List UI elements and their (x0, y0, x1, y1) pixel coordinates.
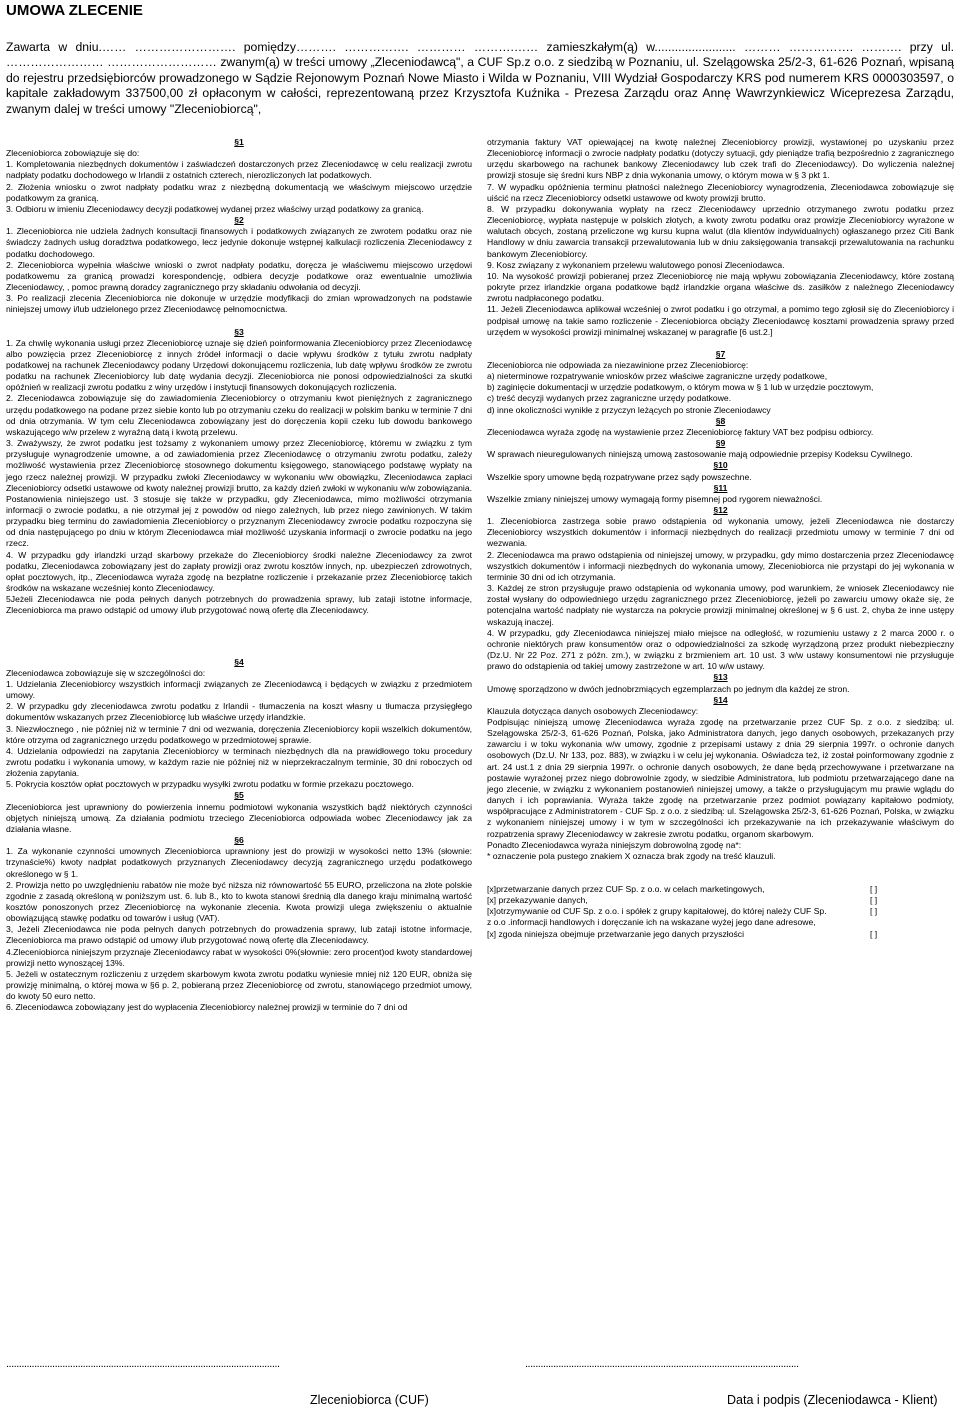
paragraph: 2. Zleceniodawca zobowiązuje się do zawiadomienia Zleceniobiorcy o otrzymaniu kwot pieniężnych z zagranicznego urzędu podatkowego na podane przez siebie konto lub po otrzymaniu czeku do realizacji w polskim banku w terminie 7 dni od dnia otrzymania. W tym celu Zleceniodawca zobowiązany jest do doręczenia kopii czeku lub dowodu bankowego wskazującego w/w przelew z wyraźną datą i kwotą przelewu. (6, 393, 472, 437)
consent-checkbox[interactable]: [ ] (870, 928, 878, 939)
contract-intro: Zawarta w dniu.…… ……………………. pomiędzy………. ……………. ………… ……….…… zamieszkałym(ą) w........................ ……… ……………. ………. przy ul. …………………… ……………………… zwanym(ą) w treści umowy „Zleceniodawcą", a CUF Sp.z o.o. z siedzibą w Poznaniu, ul. Szelągowska 25/2-3, 61-626 Poznań, wpisaną do rejestru przedsiębiorców prowadzonego w Sądzie Rejonowym Poznań Nowe Miasto i Wilda w Poznaniu, VIII Wydział Gospodarczy KRS pod numerem KRS 0000303597, o kapitale zakładowym 337500,00 zł opłaconym w całości, reprezentowaną przez Krzysztofa Kuźnika - Prezesa Zarządu oraz Annę Wawrzynkiewicz Wiceprezesa Zarządu, zwanym dalej w treści umowy "Zleceniobiorcą", (6, 40, 954, 116)
paragraph: 1. Zleceniobiorca zastrzega sobie prawo odstąpienia od wykonania umowy, jeżeli Zleceniodawca nie dostarczy Zleceniobiorcy wszystkich dokumentów i informacji niezbędnych do realizacji przedmiotu umowy w terminie 7 dni od wezwania. (487, 516, 954, 549)
paragraph: Zleceniodawca zobowiązuje się w szczególności do: (6, 667, 206, 678)
paragraph: 3. Niezwłocznego , nie później niż w terminie 7 dni od wezwania, doręczenia Zleceniobiorcy kopii wszelkich dokumentów, które otrzyma od zagranicznego urzędu podatkowego w przedmiotowej sprawie. (6, 723, 472, 745)
paragraph: 3. Zważywszy, że zwrot podatku jest tożsamy z wykonaniem umowy przez Zleceniobiorcę, któremu w związku z tym przysługuje wynagrodzenie umowne, a od zawiadomienia przez Zleceniodawcę o otrzymaniu zwrotu podatku, zależy możliwość wystawienia przez Zleceniobiorcę stosownego dokumentu księgowego, stanowiącego podstawę wypłaty na jego rzecz należnej prowizji. W przypadku zwłoki Zleceniodawcy w wykonaniu w/w obowiązku, Zleceniodawca zapłaci Zleceniobiorcy odsetki ustawowe od kwoty należnej prowizji brutto, za każdy dzień zwłoki w wykonaniu w/w zobowiązania. Postanowienia niniejszego ust. 3 stosuje się także w przypadku, gdy Zleceniodawca, mimo możliwości otrzymania informacji o zwrocie podatku, a nie otrzymał jej z powodów od niego zależnych, lub przez niego zawinionych. W takim przypadku bieg terminu do zawiadomienia Zleceniobiorcy o przyznanym Zleceniodawcy zwrocie podatku rozpoczyna się od dnia następującego po dniu w którym Zleceniodawca miał możliwość uzyskania informacji o zwrocie podatku na jego rzecz. (6, 438, 472, 549)
section-heading-12: §12 (713, 505, 728, 515)
paragraph: * oznaczenie pola pustego znakiem X oznacza brak zgody na treść klauzuli. (487, 850, 776, 861)
paragraph: 3. Każdej ze stron przysługuje prawo odstąpienia od wykonania umowy, pod warunkiem, że wniosek Zleceniodawcy nie został wysłany do odpowiedniego urzędu zagranicznego przez Zleceniobiorcę, jeżeli po zawarciu umowy okaże się, że potencjalna wartość nadpłaty nie wystarcza na pokrycie prowizji minimalnej określonej w § 6 ust. 2, chyba że inne ustępy wskazują inaczej. (487, 583, 954, 627)
signature-label-left: Zleceniobiorca (CUF) (310, 1393, 429, 1407)
section-heading-1: §1 (234, 137, 244, 147)
paragraph: 4. W przypadku gdy irlandzki urząd skarbowy przekaże do Zleceniobiorcy środki należne Zleceniodawcy za zwrot podatku, Zleceniodawca zobowiązany jest do zapłaty prowizji oraz zwrotu kosztów innych, np. ubezpieczeń zdrowotnych, opłat pocztowych, itp., Zleceniodawca wyraża zgodę na bezpłatne rozliczenie i przekazanie przez Zleceniobiorcę takich środków na wskazane wcześniej konto Zleceniodawcy. (6, 549, 472, 594)
document-title: UMOWA ZLECENIE (6, 2, 143, 19)
signature-line-left: ........................................................................................................... (6, 1358, 280, 1370)
consent-row (487, 884, 954, 895)
paragraph: 3, Jeżeli Zleceniodawca nie poda pełnych danych potrzebnych do prowadzenia sprawy, lub zataji istotne informacje, Zleceniobiorca ma prawo odstąpić od umowy i/lub przygotować nową ofertę dla Zleceniodawcy. (6, 924, 472, 946)
paragraph: 5. Pokrycia kosztów opłat pocztowych w przypadku wysyłki zwrotu podatku w formie przekazu pocztowego. (6, 779, 414, 790)
paragraph: 4.Zleceniobiorca niniejszym przyznaje Zleceniodawcy rabat w wysokości 0%(słownie: zero procent)od kwoty standardowej prowizji netto wynoszącej 13%. (6, 946, 472, 968)
paragraph: Zleceniobiorca nie odpowiada za niezawinione przez Zleceniobiorcę: (487, 359, 749, 370)
section-heading-5: §5 (234, 790, 244, 801)
paragraph: 6. Zleceniodawca zobowiązany jest do wypłacenia Zleceniobiorcy należnej prowizji w terminie do 7 dni od (6, 1002, 408, 1013)
consent-text: [x]otrzymywanie od CUF Sp. z o.o. i spółek z grupy kapitałowej, do której należy CUF Sp. z o.o .informacji handlowych i doręczanie ich na wskazane wyżej jego dane adresowe, (487, 906, 827, 928)
section-heading-14: §14 (713, 694, 728, 705)
signature-line-right: ........................................................................................................... (525, 1358, 799, 1370)
paragraph: Wszelkie zmiany niniejszej umowy wymagają formy pisemnej pod rygorem nieważności. (487, 493, 823, 504)
consent-row (487, 929, 954, 940)
paragraph: otrzymania faktury VAT opiewającej na kwotę należnej Zleceniobiorcy prowizji, wystawionej po uzyskaniu przez Zleceniobiorcę informacji o zwrocie nadpłaty podatku (dotyczy sytuacji, gdy pieniądze trafią bezpośrednio z zagranicznego urzędu skarbowego na rachunek bankowy Zleceniodawcy lub czek trafi do Zleceniodawcy). Do wyliczenia należnej prowizji stosuje się średni kurs NBP z dnia wykonania umowy, o którym mowa w § 3 pkt 1. (487, 137, 954, 181)
section-heading-13: §13 (713, 672, 728, 683)
paragraph: 3. Po realizacji zlecenia Zleceniobiorca nie dokonuje w urzędzie modyfikacji do zmian wprowadzonych na podstawie niniejszej umowy i/lub udzielonego przez Zleceniodawcę pełnomocnictwa. (6, 293, 472, 315)
paragraph: W sprawach nieuregulowanych niniejszą umową zastosowanie mają odpowiednie przepisy Kodeksu Cywilnego. (487, 449, 913, 460)
section-heading-3: §3 (234, 326, 244, 337)
consent-checkbox[interactable]: [ ] (870, 884, 878, 894)
signature-label-right: Data i podpis (Zleceniodawca - Klient) (727, 1393, 938, 1407)
paragraph: 2. W przypadku gdy zleceniodawca zwrotu podatku z Irlandii - tłumaczenia na koszt własny u tłumacza przysięgłego dokumentów wskazanych przez Zleceniobiorcę lub właściwe urzędy irlandzkie. (6, 701, 472, 723)
paragraph: 8. W przypadku dokonywania wypłaty na rzecz Zleceniodawcy uprzednio otrzymanego zwrotu podatku przez Zleceniobiorcę, wypłata następuje w polskich złotych, a kwoty zwrotu podatku oraz prowizje Zleceniobiorcy wyrażone w walutach obcych, zostaną przeliczone wg kursu kupna walut (dla klientów indywidualnych) ogłaszanego przez Citi Bank Handlowy w dniu zawarcia transakcji przewalutowania lub w dniu zaksięgowania transakcji przewalutowania na rachunku bankowym Zleceniobiorcy. (487, 203, 954, 259)
paragraph: 1. Za wykonanie czynności umownych Zleceniobiorca uprawniony jest do prowizji w wysokości netto 13% (słownie: trzynaście%) kwoty nadpłat podatkowych przyznanych Zleceniodawcy decyzją zagranicznego urzędu podatkowego określonego w § 1. (6, 846, 472, 879)
paragraph: a) nieterminowe rozpatrywanie wniosków przez właściwe zagraniczne urzędy podatkowe, (487, 371, 828, 382)
consent-row (487, 906, 954, 928)
paragraph: Klauzula dotycząca danych osobowych Zleceniodawcy: (487, 705, 699, 716)
section-heading-9: §9 (715, 438, 726, 449)
paragraph: Zleceniobiorca jest uprawniony do powierzenia innemu podmiotowi wykonania wszystkich bądź niektórych czynności objętych niniejszą umową. Za działania podmiotu trzeciego Zleceniobiorca odpowiada wobec Zleceniodawcy jak za działania własne. (6, 801, 472, 834)
section-heading-7: §7 (715, 348, 726, 359)
section-heading-2: §2 (234, 215, 244, 226)
paragraph: 9. Kosz związany z wykonaniem przelewu walutowego ponosi Zleceniodawca. (487, 259, 785, 270)
paragraph: 4. W przypadku, gdy Zleceniodawca niniejszej miało miejsce na odległość, w rozumieniu ustawy z 2 marca 2000 r. o ochronie niektórych praw konsumentów oraz o odpowiedzialności za szkodę wyrządzoną przez produkt niebezpieczny (Dz.U. Nr 22 Poz. 271 z późn. zm.), w związku z brzmieniem art. 10 ust. 3 w/w ustawy konsumentowi nie przysługuje prawo do odstąpienia od takiej umowy zastrzeżone w art. 10 w/w ustawy. (487, 627, 954, 672)
paragraph: c) treść decyzji wydanych przez zagraniczne urzędy podatkowe. (487, 393, 732, 404)
right-column (487, 137, 954, 940)
paragraph: Podpisując niniejszą umowę Zleceniodawca wyraża zgodę na przetwarzanie przez CUF Sp. z o.o. z siedzibą: ul. Szelągowska 25/2-3, 61-626 Poznań, Polska, jako Administratora danych, jego danych osobowych, przekazanych przy zawarciu i w toku wykonania w/w umowy, zgodnie z przepisami ustawy z dnia 29 sierpnia 1997r. o ochronie danych osobowych (Dz.U. Nr 133, poz. 883), w związku i w celu jej wykonania. Oświadcza też, iż został poinformowany zgodnie z art. 24 ust.1 z dnia 29 sierpnia 1997r. o ochronie danych osobowych, że dane będą przechowywane i przetwarzane na postawie wyrażonej przez niego dobrowolnie zgody, w siedzibie Administratora, lub podmiotu przetwarzającego dane na jego zlecenie, w związku z wykonaniem postanowień niniejszej umowy, a także o przysługującym mu prawie wglądu do danych i ich poprawiania. Wyraża także zgodę na przetwarzanie przez podmiot powiązany kapitałowo podmioty, współpracujące z Administratorem - CUF Sp. z o.o. z siedzibą: ul. Szelągowska 25/2-3, 61-626 Poznań, Polska, w związku z wykonaniem niniejszej umowy i w tym w szczególności ich przekazywanie na ich przekazywanie właściwym do rozpatrzenia sprawy Zleceniodawcy w zakresie zwrotu podatku, organom skarbowym. (487, 716, 954, 839)
paragraph: 1. Za chwilę wykonania usługi przez Zleceniobiorcę uznaje się dzień poinformowania Zleceniobiorcy przez Zleceniodawcę albo powzięcia przez Zleceniobiorcę z innych źródeł informacji o dacie wpływu środków z tytułu zwrotu nadpłaty podatkowej na rachunek Zleceniodawcy podany Urzędowi dokonującemu rozliczenia, lub datę wpływu środków ze zwrotu podatku na rachunek Zleceniobiorcy lub datę wydania decyzji. Zleceniobiorca nie ponosi odpowiedzialności za skutki opóźnień w realizacji zwrotu podatku z winy urzędów i instytucji finansowych dokonujących rozliczenia. (6, 337, 472, 393)
paragraph: 1. Udzielania Zleceniobiorcy wszystkich informacji związanych ze Zleceniodawcą i będących w związku z przedmiotem umowy. (6, 678, 472, 701)
consent-text: [x]przetwarzanie danych przez CUF Sp. z o.o. w celach marketingowych, (487, 884, 765, 894)
left-column (6, 137, 472, 1014)
paragraph: 2. Złożenia wniosku o zwrot nadpłaty podatku wraz z niezbędną dokumentacją we właściwym miejscowo urzędzie podatkowym za granicą. (6, 181, 472, 203)
paragraph: d) inne okoliczności wynikłe z przyczyn leżących po stronie Zleceniodawcy (487, 404, 771, 415)
paragraph: 2. Zleceniodawca ma prawo odstąpienia od niniejszej umowy, w przypadku, gdy mimo dostarczenia przez Zleceniodawcę wszystkich dokumentów i informacji niezbędnych do wykonania umowy, Zleceniobiorca nie przystąpi do jej wykonania w terminie 30 dni od ich otrzymania. (487, 549, 954, 582)
paragraph: 5. Jeżeli w ostatecznym rozliczeniu z urzędem skarbowym kwota zwrotu podatku wyniesie mniej niż 120 EUR, obniża się prowizję minimalną, o której mowa w §6 p. 2, pobieraną przez Zleceniobiorcę od zwrotu, stanowiącego przedmiot umowy, do kwoty 50 euro netto. (6, 968, 472, 1002)
paragraph: Zleceniobiorca zobowiązuje się do: (6, 148, 140, 159)
paragraph: 3. Odbioru w imieniu Zleceniodawcy decyzji podatkowej wydanej przez właściwy urząd podatkowy za granicą. (6, 203, 424, 214)
paragraph: Umowę sporządzono w dwóch jednobrzmiących egzemplarzach po jednym dla każdej ze stron. (487, 683, 850, 694)
consent-text: [x] zgoda niniejsza obejmuje przetwarzanie jego danych przyszłości (487, 928, 744, 939)
paragraph: Wszelkie spory umowne będą rozpatrywane przez sądy powszechne. (487, 471, 752, 482)
paragraph: 1. Zleceniobiorca nie udziela żadnych konsultacji finansowych i podatkowych związanych ze zwrotem podatku oraz nie świadczy żadnych usług doradztwa podatkowego, lecz jedynie dokonuje wstępnej kalkulacji rozliczenia Zleceniodawcy z podatku dochodowego. (6, 226, 472, 259)
paragraph: 2. Prowizja netto po uwzględnieniu rabatów nie może być niższa niż równowartość 55 EURO, przeliczona na złote polskie zgodnie z zasadą określoną w poniższym ust. 6. lub 8., kto to kwota stanowi średnią dla danego kraju minimalną wartość kosztów ponoszonych przez Zleceniobiorcę na wykonanie zlecenia. Kwota prowizji ulega zwiększeniu o aktualnie obowiązującą stawkę podatku od towarów i usług (VAT). (6, 879, 472, 924)
paragraph: Ponadto Zleceniodawca wyraża niniejszym dobrowolną zgodę na*: (487, 839, 742, 850)
paragraph: 1. Kompletowania niezbędnych dokumentów i zaświadczeń dostarczonych przez Zleceniodawcę w celu realizacji zwrotu nadpłaty podatku dochodowego w Irlandii z ostatnich czterech, nierozliczonych lat podatkowych. (6, 159, 472, 181)
paragraph: 11. Jeżeli Zleceniodawca aplikował wcześniej o zwrot podatku i go otrzymał, a pomimo tego zgłosił się do Zleceniobiorcy i podpisał umowę na takie samo rozliczenie - Zleceniobiorca obciąży Zleceniodawcę kosztami prowadzenia sprawy przed urzędem w wysokości prowizji minimalnej wskazanej w paragrafie [6 ust.2.] (487, 304, 954, 337)
consent-checkbox[interactable]: [ ] (870, 906, 878, 917)
paragraph: b) zaginięcie dokumentacji w urzędzie podatkowym, o którym mowa w § 1 lub w urzędzie pocztowym, (487, 382, 874, 393)
paragraph: 4. Udzielania odpowiedzi na zapytania Zleceniobiorcy w terminach niezbędnych dla na prawidłowego toku procedury zwrotu podatku i wykonania umowy, w każdym razie nie później niż w nieprzekraczalnym terminie, 30 dni roboczych od złożenia zapytania. (6, 745, 472, 779)
paragraph: 7. W wypadku opóźnienia terminu płatności należnego Zleceniobiorcy wynagrodzenia, Zleceniodawca zobowiązuje się uiścić na rzecz Zleceniobiorcy odsetki ustawowe od kwoty prowizji brutto. (487, 181, 954, 203)
paragraph: 5Jeżeli Zleceniodawca nie poda pełnych danych potrzebnych do prowadzenia sprawy, lub zataji istotne informacje, Zleceniobiorca ma prawo odstąpić od umowy i/lub przygotować nową ofertę dla Zleceniodawcy. (6, 594, 472, 616)
consent-text: [x] przekazywanie danych, (487, 895, 588, 906)
paragraph: Zleceniodawca wyraża zgodę na wystawienie przez Zleceniobiorcę faktury VAT bez podpisu odbiorcy. (487, 426, 874, 437)
paragraph: 10. Na wysokość prowizji pobieranej przez Zleceniobiorcę nie mają wpływu zobowiązania Zleceniodawcy, które zostaną pokryte przez irlandzkie organa podatkowe bądź irlandzkie organa właściwe ds. zasiłków z należnego Zleceniodawcy zwrotu nadpłaconego podatku. (487, 270, 954, 304)
section-heading-4: §4 (234, 656, 244, 667)
section-heading-6: §6 (234, 835, 244, 846)
consent-checkbox[interactable]: [ ] (870, 895, 878, 906)
section-heading-8: §8 (715, 415, 726, 426)
consent-row (487, 895, 954, 906)
section-heading-10: §10 (713, 460, 728, 471)
section-heading-11: §11 (713, 482, 728, 493)
paragraph: 2. Zleceniobiorca wypełnia właściwe wnioski o zwrot nadpłaty podatku, doręcza je właściwemu miejscowo urzędowi podatkowemu za granicą prowadzi korespondencję, odbiera decyzje podatkowe oraz ewentualnie umożliwia Zleceniodawcy, , pomoc prawną doradcy zagranicznego przy składaniu odwołania od decyzji. (6, 259, 472, 293)
